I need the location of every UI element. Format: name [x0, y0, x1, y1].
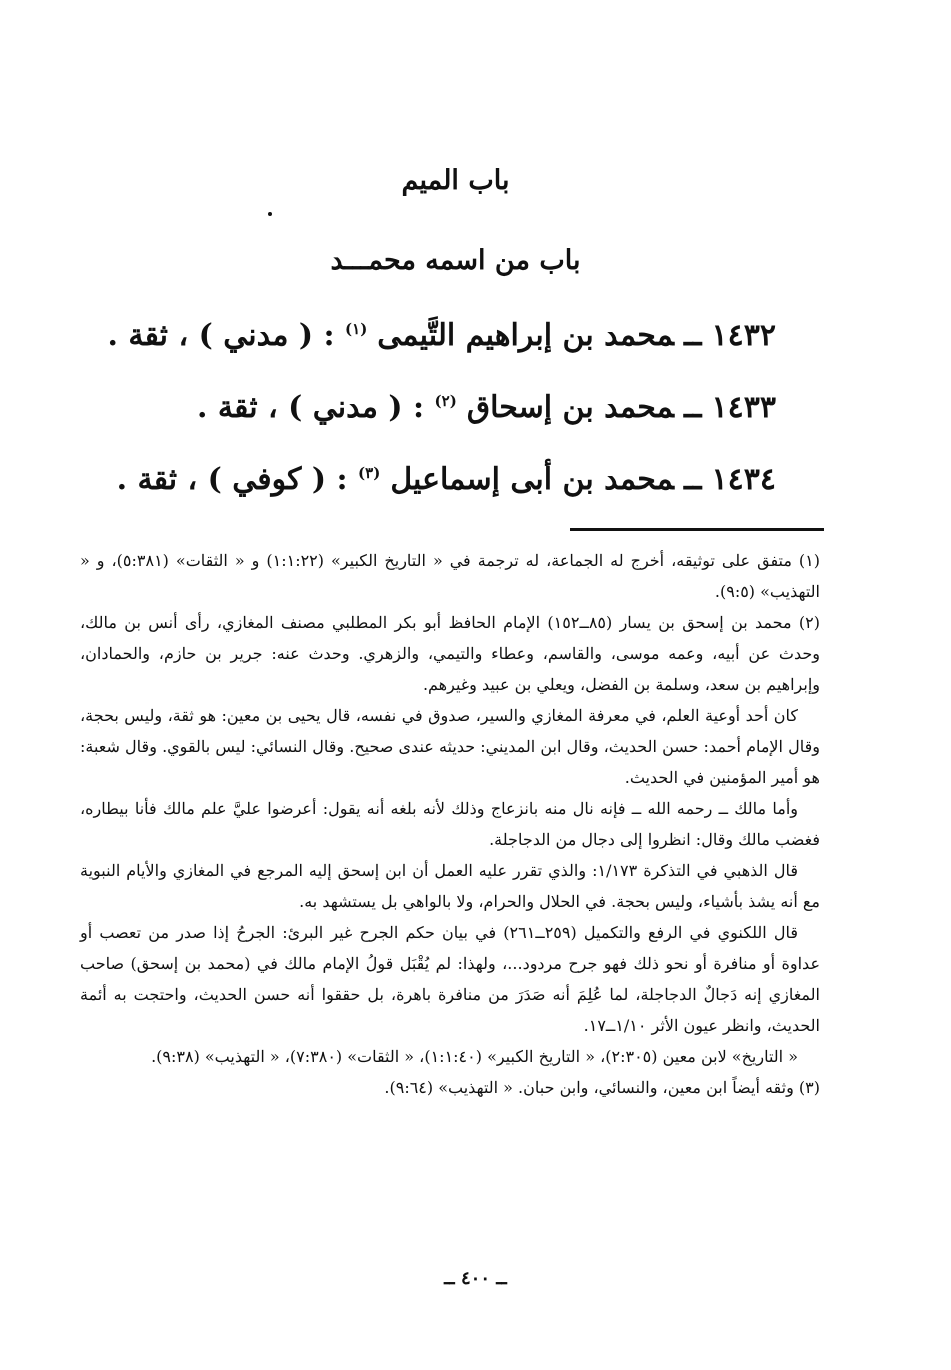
entry-grade: : ( مدني ) ، ثقة . — [107, 318, 335, 353]
narrator-entry — [117, 462, 776, 497]
footnote-2-sources: « التاريخ» لابن معين (٢:٣٠٥)، « التاريخ الكبير» (١:١:٤٠)، « الثقات» (٧:٣٨٠)، « التهذيب» (٩:٣٨). — [151, 1047, 798, 1066]
footnote-1: (١) متفق على توثيقه، أخرج له الجماعة، له ترجمة في « التاريخ الكبير» (١:١:٢٢) و « الثقات» (٥:٣٨١)، و « التهذيب» (٩:٥). — [80, 551, 821, 601]
footnote-divider — [570, 528, 824, 531]
narrator-entry — [197, 390, 776, 425]
entry-dash: ــ — [683, 390, 702, 425]
footnote-2-paragraph: كان أحد أوعية العلم، في معرفة المغازي والسير، صدوق في نفسه، قال يحيى بن معين: هو ثقة، وليس بحجة، وقال الإمام أحمد: حسن الحديث، وقال ابن المديني: حديثه عندى صحيح. وقال النسائي: ليس بالقوي. وقال شعبة: هو أمير المؤمنين في الحديث. — [80, 706, 820, 787]
page-number: ــ ٤٠٠ ــ — [444, 1268, 507, 1289]
narrator-entry — [108, 318, 776, 353]
entry-number: ١٤٣٢ — [711, 318, 776, 353]
footnote-ref[interactable]: (٣) — [358, 464, 381, 482]
footnote-ref[interactable]: (١) — [345, 320, 368, 338]
entry-dash: ــ — [683, 462, 702, 497]
footnote-2-paragraph: وأما مالك ــ رحمه الله ــ فإنه نال منه بانزعاج وذلك لأنه بلغه أنه يقول: أعرضوا عليَّ علم مالك فأنا بيطاره، فغضب مالك وقال: انظروا إلى دجال من الدجاجلة. — [80, 799, 820, 849]
footnote-2: (٢) محمد بن إسحق بن يسار (٨٥ــ١٥٢) الإمام الحافظ أبو بكر المطلبي مصنف المغازي، رأى أنس بن مالك، وحدث عن أبيه، وعمه موسى، والقاسم، وعطاء والتيمي، والزهري. وحدث عنه: جرير بن حازم، والحمادان، وإبراهيم بن سعد، وسلمة بن الفضل، ويعلي بن عبيد وغيرهم. — [80, 613, 820, 694]
footnote-2-paragraph: قال اللكنوي في الرفع والتكميل (٢٥٩ــ٢٦١) في بيان حكم الجرح غير البرئ: الجرحُ إذا صدر من تعصب أو عداوة أو منافرة أو نحو ذلك فهو جرح مردود...، ولهذا: لم يُقْبَل قولُ الإمام مالك في (محمد بن إسحق) صاحب المغازي إنه دَجالٌ الدجاجلة، لما عُلِمَ أنه صَدَرَ من منافرة باهرة، بل حققوا أنه حسن الحديث، واحتجت به أئمة الحديث، وانظر عيون الأثر ١/١٠ــ١٧. — [80, 923, 821, 1035]
footnotes — [80, 545, 820, 1103]
entry-name: محمد بن إبراهيم التَّيمى — [377, 318, 674, 353]
entry-grade: : ( كوفي ) ، ثقة . — [116, 462, 348, 497]
footnote-ref[interactable]: (٢) — [434, 392, 457, 410]
entry-number: ١٤٣٤ — [711, 462, 776, 497]
ink-speck — [268, 212, 272, 216]
chapter-title: باب الميم — [401, 165, 510, 196]
entry-grade: : ( مدني ) ، ثقة . — [197, 390, 425, 425]
entry-number: ١٤٣٣ — [711, 390, 776, 425]
footnote-2-paragraph: قال الذهبي في التذكرة ١/١٧٣: والذي تقرر عليه العمل أن ابن إسحق إليه المرجع في المغازي والأيام النبوية مع أنه يشذ بأشياء، وليس بحجة. في الحلال والحرام، ولا بالواهي بل يستشهد به. — [80, 861, 820, 911]
entry-name: محمد بن إسحاق — [466, 390, 674, 425]
section-title: باب من اسمه محمـــد — [330, 245, 581, 276]
entry-name: محمد بن أبى إسماعيل — [390, 462, 674, 497]
footnote-3: (٣) وثقه أيضاً ابن معين، والنسائي، وابن حبان. « التهذيب» (٩:٦٤). — [384, 1078, 820, 1097]
entry-dash: ــ — [683, 318, 702, 353]
